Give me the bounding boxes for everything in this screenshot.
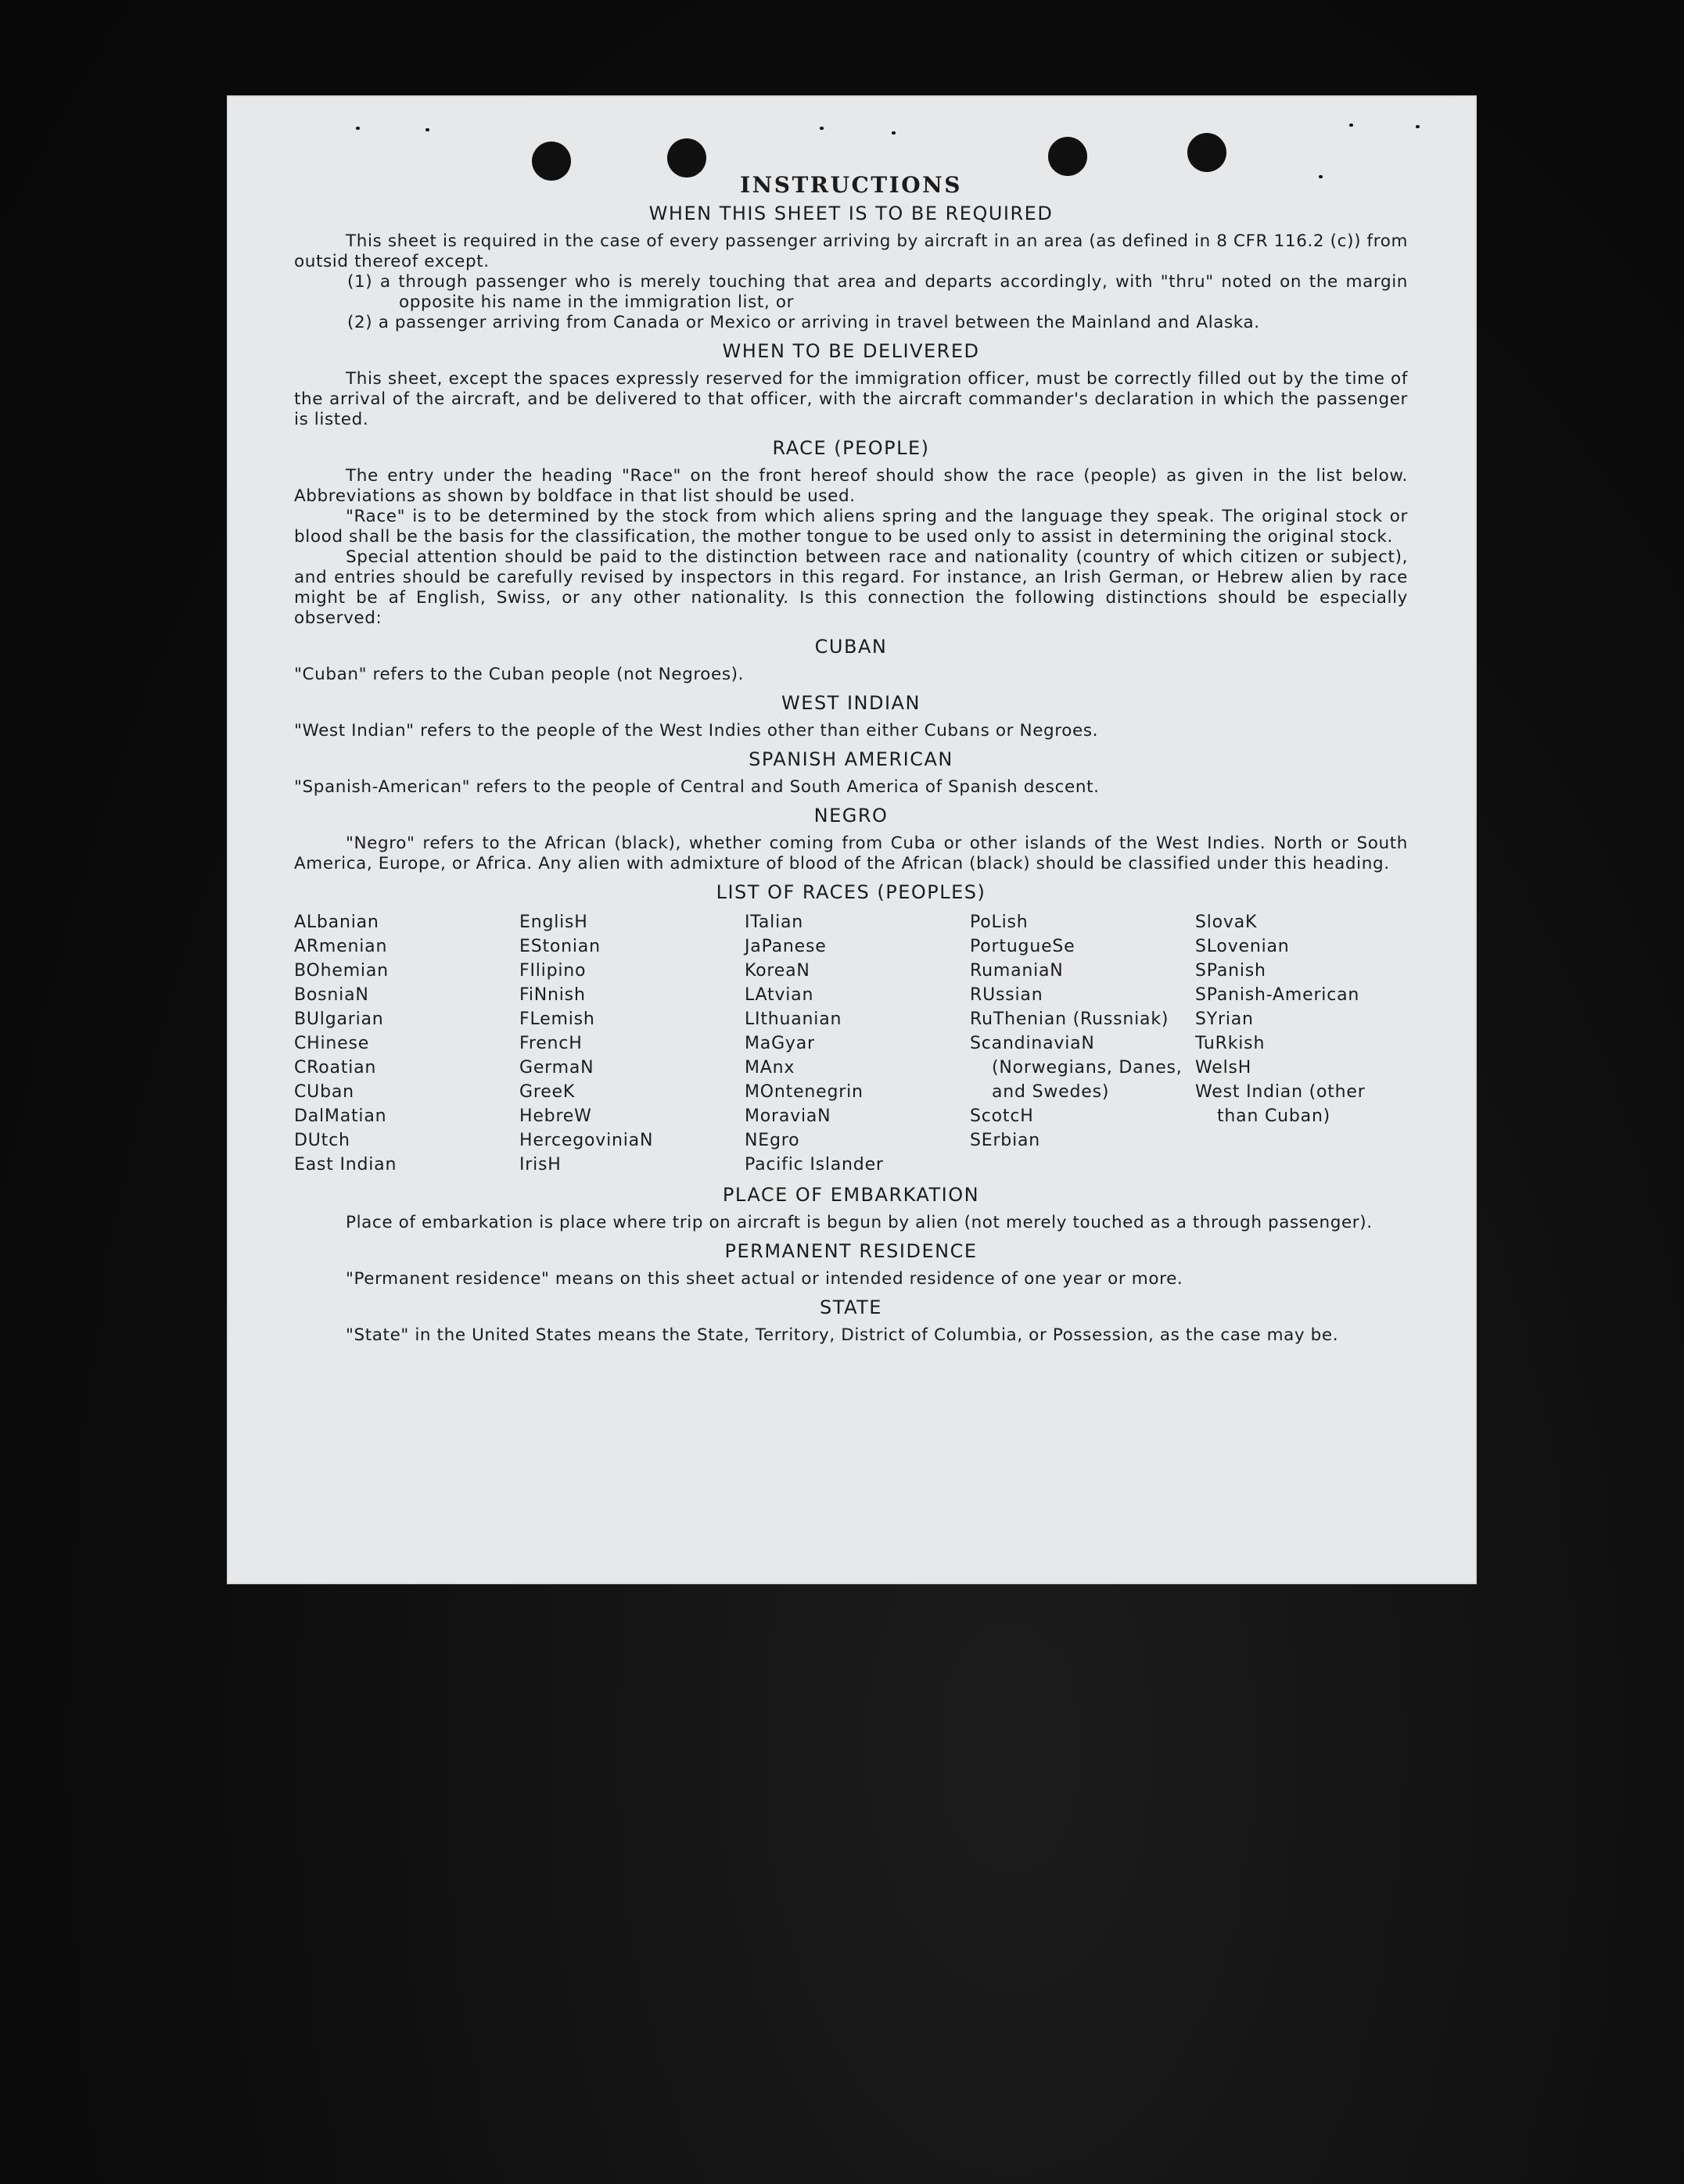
race-entry: PoLish xyxy=(970,913,1029,932)
race-entry: HercegoviniaN xyxy=(519,1131,654,1150)
race-entry: DUtch xyxy=(294,1131,350,1150)
race-entry: RUssian xyxy=(970,985,1043,1005)
paragraph: This sheet is required in the case of every passenger arriving by aircraft in an area (as defined in 8 CFR 116.2 (c)) from outsid thereof except. xyxy=(294,231,1408,271)
punch-hole xyxy=(1048,137,1087,176)
paragraph: "West Indian" refers to the people of the West Indies other than either Cubans or Negroes. xyxy=(294,721,1099,741)
race-list xyxy=(294,910,1408,1177)
race-entry: FiNnish xyxy=(519,985,586,1005)
race-entry: East Indian xyxy=(294,1155,397,1174)
section-heading: RACE (PEOPLE) xyxy=(772,437,930,459)
race-entry: EnglisH xyxy=(519,913,588,932)
document-title: INSTRUCTIONS xyxy=(740,172,962,198)
section-heading: WHEN THIS SHEET IS TO BE REQUIRED xyxy=(648,203,1054,224)
race-entry: NEgro xyxy=(745,1131,800,1150)
race-entry: SLovenian xyxy=(1195,937,1290,956)
section-heading: WHEN TO BE DELIVERED xyxy=(722,340,980,362)
race-column xyxy=(519,910,745,1177)
paragraph: "Spanish-American" refers to the people of Central and South America of Spanish descent. xyxy=(294,777,1100,797)
race-entry: SYrian xyxy=(1195,1010,1254,1029)
paragraph: The entry under the heading "Race" on the front hereof should show the race (people) as given in the list below. Abbreviations as shown by boldface in that list should be used. xyxy=(294,466,1408,506)
race-entry: CRoatian xyxy=(294,1058,377,1078)
race-entry: SErbian xyxy=(970,1131,1041,1150)
document-page xyxy=(228,97,1475,1583)
dust-speck xyxy=(820,127,824,130)
section-heading: SPANISH AMERICAN xyxy=(749,748,953,770)
race-entry: WelsH xyxy=(1195,1058,1252,1078)
race-entry: PortugueSe xyxy=(970,937,1075,956)
race-entry: SlovaK xyxy=(1195,913,1258,932)
section-heading: PERMANENT RESIDENCE xyxy=(724,1240,978,1262)
race-entry: ScandinaviaN (Norwegians, Danes, and Swedes) xyxy=(970,1034,1183,1102)
race-entry: Pacific Islander xyxy=(745,1155,884,1174)
race-entry: SPanish-American xyxy=(1195,985,1360,1005)
paragraph: Place of embarkation is place where trip on aircraft is begun by alien (not merely touched as a through passenger). xyxy=(346,1213,1373,1232)
dust-speck xyxy=(892,131,896,134)
exception-item: (2) a passenger arriving from Canada or Mexico or arriving in travel between the Mainland and Alaska. xyxy=(347,313,1260,332)
dust-speck xyxy=(356,127,360,130)
race-entry: GreeK xyxy=(519,1082,576,1102)
race-entry: MaGyar xyxy=(745,1034,815,1053)
race-entry: RuThenian (Russniak) xyxy=(970,1010,1169,1029)
race-entry: FrencH xyxy=(519,1034,583,1053)
race-entry: MOntenegrin xyxy=(745,1082,864,1102)
race-entry: CHinese xyxy=(294,1034,370,1053)
exception-item: (1) a through passenger who is merely touching that area and departs accordingly, with "thru" noted on the margin opposite his name in the immigration list, or xyxy=(347,272,1408,312)
punch-hole xyxy=(667,138,706,178)
paragraph: "Permanent residence" means on this sheet actual or intended residence of one year or more. xyxy=(346,1269,1183,1289)
section-heading: LIST OF RACES (PEOPLES) xyxy=(716,881,986,903)
section-heading: WEST INDIAN xyxy=(781,692,921,714)
race-entry: CUban xyxy=(294,1082,354,1102)
section-heading: CUBAN xyxy=(814,636,888,658)
dust-speck xyxy=(1349,124,1353,127)
race-entry: BOhemian xyxy=(294,961,389,981)
race-entry: FIlipino xyxy=(519,961,587,981)
race-entry: West Indian (other than Cuban) xyxy=(1195,1082,1366,1126)
race-entry: ARmenian xyxy=(294,937,388,956)
race-entry: LIthuanian xyxy=(745,1010,842,1029)
race-entry: ALbanian xyxy=(294,913,379,932)
race-entry: TuRkish xyxy=(1195,1034,1266,1053)
race-entry: EStonian xyxy=(519,937,601,956)
race-entry: JaPanese xyxy=(745,937,827,956)
section-heading: PLACE OF EMBARKATION xyxy=(722,1184,980,1206)
race-entry: DalMatian xyxy=(294,1106,387,1126)
race-entry: KoreaN xyxy=(745,961,810,981)
race-entry: ScotcH xyxy=(970,1106,1034,1126)
race-entry: SPanish xyxy=(1195,961,1266,981)
race-entry: MAnx xyxy=(745,1058,795,1078)
punch-hole xyxy=(1187,133,1226,172)
race-entry: FLemish xyxy=(519,1010,595,1029)
race-entry: RumaniaN xyxy=(970,961,1064,981)
race-entry: LAtvian xyxy=(745,985,814,1005)
dust-speck xyxy=(425,128,429,131)
paragraph: This sheet, except the spaces expressly reserved for the immigration officer, must be correctly filled out by the time of the arrival of the aircraft, and be delivered to that officer, with the aircraft commander's declaration in which the passenger is listed. xyxy=(294,369,1408,429)
paragraph: "Cuban" refers to the Cuban people (not Negroes). xyxy=(294,665,745,684)
race-column xyxy=(294,910,519,1177)
section-heading: STATE xyxy=(820,1296,882,1318)
race-entry: ITalian xyxy=(745,913,804,932)
section-heading: NEGRO xyxy=(813,805,889,827)
paragraph: "State" in the United States means the State, Territory, District of Columbia, or Possession, as the case may be. xyxy=(346,1325,1339,1345)
race-entry: BUlgarian xyxy=(294,1010,384,1029)
paragraph: "Race" is to be determined by the stock from which aliens spring and the language they speak. The original stock or blood shall be the basis for the classification, the mother tongue to be used only to assist in determining the original stock. xyxy=(294,507,1408,547)
race-entry: IrisH xyxy=(519,1155,562,1174)
dust-speck xyxy=(1416,125,1420,128)
race-column xyxy=(970,910,1195,1177)
race-entry: MoraviaN xyxy=(745,1106,831,1126)
paragraph: "Negro" refers to the African (black), whether coming from Cuba or other islands of the West Indies. North or South America, Europe, or Africa. Any alien with admixture of blood of the African (black) should be classified under this heading. xyxy=(294,834,1408,873)
paragraph: Special attention should be paid to the distinction between race and nationality (country of which citizen or subject), and entries should be carefully revised by inspectors in this regard. For instance, an Irish German, or Hebrew alien by race might be af English, Swiss, or any other nationality. Is this connection the following distinctions should be especially observed: xyxy=(294,547,1408,628)
race-entry: GermaN xyxy=(519,1058,594,1078)
document-body xyxy=(294,172,1408,1346)
race-entry: HebreW xyxy=(519,1106,592,1126)
race-column xyxy=(745,910,970,1177)
race-column xyxy=(1195,910,1408,1177)
race-entry: BosniaN xyxy=(294,985,369,1005)
